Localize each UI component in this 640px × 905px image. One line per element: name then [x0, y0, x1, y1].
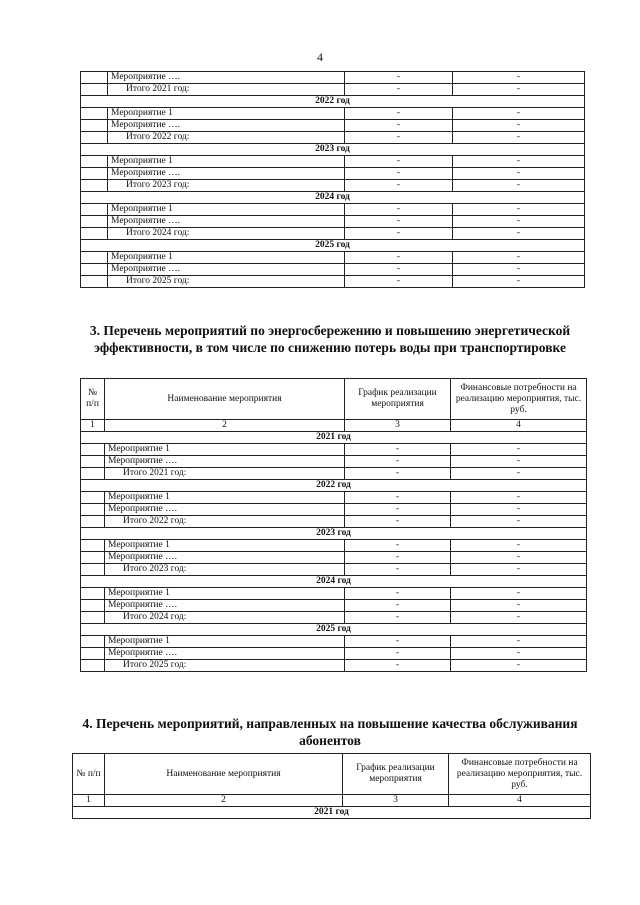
- measure-row: [81, 120, 585, 132]
- header-schedule: График реализации мероприятия: [345, 379, 451, 420]
- total-row: [81, 84, 585, 96]
- measure-name: Итого 2022 год:: [105, 516, 345, 528]
- year-row: [81, 432, 587, 444]
- schedule-cell: -: [345, 216, 453, 228]
- row-number-cell: [81, 180, 108, 192]
- year-label: 2021 год: [73, 807, 591, 819]
- schedule-cell: -: [345, 552, 451, 564]
- row-number-cell: [81, 492, 105, 504]
- measure-name: Итого 2023 год:: [108, 180, 345, 192]
- measure-name: Мероприятие ….: [108, 168, 345, 180]
- row-number-cell: [81, 468, 105, 480]
- finance-cell: -: [451, 636, 587, 648]
- schedule-cell: -: [345, 204, 453, 216]
- measure-name: Итого 2024 год:: [105, 612, 345, 624]
- measure-name: Мероприятие ….: [108, 264, 345, 276]
- measure-row: [81, 504, 587, 516]
- measure-name: Мероприятие ….: [108, 72, 345, 84]
- table-header-row: [81, 379, 587, 420]
- row-number-cell: [81, 504, 105, 516]
- col-number: 1: [73, 795, 105, 807]
- finance-cell: -: [453, 156, 585, 168]
- energy-saving-measures-table: [80, 378, 587, 672]
- schedule-cell: -: [345, 228, 453, 240]
- measure-name: Мероприятие 1: [105, 588, 345, 600]
- row-number-cell: [81, 276, 108, 288]
- schedule-cell: -: [345, 168, 453, 180]
- schedule-cell: -: [345, 468, 451, 480]
- measure-row: [81, 156, 585, 168]
- year-row: [81, 96, 585, 108]
- year-label: 2021 год: [81, 432, 587, 444]
- total-row: [81, 612, 587, 624]
- header-num: № п/п: [81, 379, 105, 420]
- row-number-cell: [81, 636, 105, 648]
- row-number-cell: [81, 216, 108, 228]
- row-number-cell: [81, 660, 105, 672]
- measure-row: [81, 648, 587, 660]
- table-header-row: [73, 754, 591, 795]
- row-number-cell: [81, 84, 108, 96]
- finance-cell: -: [453, 204, 585, 216]
- measure-name: Итого 2025 год:: [105, 660, 345, 672]
- row-number-cell: [81, 204, 108, 216]
- measure-row: [81, 636, 587, 648]
- year-label: 2024 год: [81, 192, 585, 204]
- row-number-cell: [81, 108, 108, 120]
- schedule-cell: -: [345, 444, 451, 456]
- schedule-cell: -: [345, 492, 451, 504]
- total-row: [81, 180, 585, 192]
- col-number: 2: [105, 795, 343, 807]
- year-label: 2022 год: [81, 96, 585, 108]
- finance-cell: -: [453, 276, 585, 288]
- year-row: [81, 576, 587, 588]
- row-number-cell: [81, 72, 108, 84]
- measure-name: Итого 2025 год:: [108, 276, 345, 288]
- finance-cell: -: [453, 132, 585, 144]
- schedule-cell: -: [345, 180, 453, 192]
- schedule-cell: -: [345, 72, 453, 84]
- total-row: [81, 564, 587, 576]
- measure-name: Мероприятие 1: [105, 540, 345, 552]
- measure-row: [81, 72, 585, 84]
- schedule-cell: -: [345, 252, 453, 264]
- row-number-cell: [81, 252, 108, 264]
- year-label: 2024 год: [81, 576, 587, 588]
- schedule-cell: -: [345, 612, 451, 624]
- measure-row: [81, 108, 585, 120]
- measure-row: [81, 600, 587, 612]
- measure-name: Мероприятие ….: [105, 600, 345, 612]
- measure-row: [81, 264, 585, 276]
- col-number: 1: [81, 420, 105, 432]
- measure-row: [81, 492, 587, 504]
- measure-row: [81, 588, 587, 600]
- row-number-cell: [81, 612, 105, 624]
- column-number-row: [73, 795, 591, 807]
- header-schedule: График реализации мероприятия: [343, 754, 449, 795]
- finance-cell: -: [451, 612, 587, 624]
- row-number-cell: [81, 564, 105, 576]
- finance-cell: -: [451, 564, 587, 576]
- measure-name: Мероприятие ….: [105, 504, 345, 516]
- finance-cell: -: [451, 600, 587, 612]
- header-num: № п/п: [73, 754, 105, 795]
- finance-cell: -: [451, 444, 587, 456]
- finance-cell: -: [453, 216, 585, 228]
- measure-name: Мероприятие 1: [108, 156, 345, 168]
- finance-cell: -: [451, 516, 587, 528]
- schedule-cell: -: [345, 120, 453, 132]
- measure-name: Мероприятие 1: [105, 636, 345, 648]
- total-row: [81, 276, 585, 288]
- finance-cell: -: [453, 252, 585, 264]
- year-label: 2025 год: [81, 624, 587, 636]
- header-finance: Финансовые потребности на реализацию мероприятия, тыс. руб.: [451, 379, 587, 420]
- customer-service-measures-table: [72, 753, 591, 819]
- schedule-cell: -: [345, 504, 451, 516]
- year-row: [81, 192, 585, 204]
- row-number-cell: [81, 444, 105, 456]
- row-number-cell: [81, 228, 108, 240]
- measure-row: [81, 204, 585, 216]
- schedule-cell: -: [345, 588, 451, 600]
- finance-cell: -: [453, 264, 585, 276]
- schedule-cell: -: [345, 84, 453, 96]
- measure-row: [81, 252, 585, 264]
- col-number: 2: [105, 420, 345, 432]
- total-row: [81, 228, 585, 240]
- page-number: 4: [317, 50, 323, 64]
- col-number: 3: [345, 420, 451, 432]
- measure-name: Итого 2024 год:: [108, 228, 345, 240]
- row-number-cell: [81, 516, 105, 528]
- schedule-cell: -: [345, 636, 451, 648]
- header-name: Наименование мероприятия: [105, 754, 343, 795]
- total-row: [81, 660, 587, 672]
- year-row: [81, 624, 587, 636]
- measure-name: Мероприятие ….: [108, 216, 345, 228]
- finance-cell: -: [453, 180, 585, 192]
- year-label: 2022 год: [81, 480, 587, 492]
- row-number-cell: [81, 132, 108, 144]
- finance-cell: -: [453, 168, 585, 180]
- year-row: [81, 528, 587, 540]
- row-number-cell: [81, 120, 108, 132]
- schedule-cell: -: [345, 132, 453, 144]
- finance-cell: -: [453, 228, 585, 240]
- section-3-heading: 3. Перечень мероприятий по энергосбережению и повышению энергетической эффективности, в том числе по снижению потерь воды при транспортировке: [89, 323, 571, 355]
- col-number: 4: [451, 420, 587, 432]
- finance-cell: -: [453, 84, 585, 96]
- finance-cell: -: [453, 120, 585, 132]
- measure-name: Мероприятие 1: [108, 252, 345, 264]
- total-row: [81, 516, 587, 528]
- row-number-cell: [81, 552, 105, 564]
- year-label: 2023 год: [81, 528, 587, 540]
- schedule-cell: -: [345, 564, 451, 576]
- row-number-cell: [81, 588, 105, 600]
- finance-cell: -: [453, 72, 585, 84]
- finance-cell: -: [451, 504, 587, 516]
- schedule-cell: -: [345, 276, 453, 288]
- measure-row: [81, 168, 585, 180]
- column-number-row: [81, 420, 587, 432]
- header-finance: Финансовые потребности на реализацию мероприятия, тыс. руб.: [449, 754, 591, 795]
- schedule-cell: -: [345, 648, 451, 660]
- schedule-cell: -: [345, 456, 451, 468]
- row-number-cell: [81, 456, 105, 468]
- year-label: 2025 год: [81, 240, 585, 252]
- measure-name: Мероприятие ….: [108, 120, 345, 132]
- finance-cell: -: [451, 540, 587, 552]
- finance-cell: -: [451, 468, 587, 480]
- schedule-cell: -: [345, 516, 451, 528]
- schedule-cell: -: [345, 600, 451, 612]
- finance-cell: -: [453, 108, 585, 120]
- measure-row: [81, 216, 585, 228]
- measure-name: Мероприятие ….: [105, 456, 345, 468]
- year-label: 2023 год: [81, 144, 585, 156]
- measure-name: Мероприятие 1: [105, 444, 345, 456]
- measure-name: Мероприятие 1: [108, 204, 345, 216]
- finance-cell: -: [451, 456, 587, 468]
- row-number-cell: [81, 264, 108, 276]
- row-number-cell: [81, 156, 108, 168]
- schedule-cell: -: [345, 264, 453, 276]
- measure-row: [81, 540, 587, 552]
- year-row: [73, 807, 591, 819]
- measure-name: Мероприятие ….: [105, 648, 345, 660]
- measure-name: Мероприятие 1: [108, 108, 345, 120]
- col-number: 3: [343, 795, 449, 807]
- col-number: 4: [449, 795, 591, 807]
- row-number-cell: [81, 600, 105, 612]
- row-number-cell: [81, 648, 105, 660]
- measure-name: Итого 2021 год:: [105, 468, 345, 480]
- section-4-heading: 4. Перечень мероприятий, направленных на повышение качества обслуживания абонентов: [82, 716, 578, 748]
- measure-row: [81, 552, 587, 564]
- year-row: [81, 144, 585, 156]
- measure-name: Мероприятие 1: [105, 492, 345, 504]
- schedule-cell: -: [345, 540, 451, 552]
- measure-name: Итого 2021 год:: [108, 84, 345, 96]
- continued-measures-table: [80, 71, 585, 288]
- finance-cell: -: [451, 648, 587, 660]
- finance-cell: -: [451, 660, 587, 672]
- schedule-cell: -: [345, 108, 453, 120]
- finance-cell: -: [451, 492, 587, 504]
- finance-cell: -: [451, 588, 587, 600]
- schedule-cell: -: [345, 156, 453, 168]
- header-name: Наименование мероприятия: [105, 379, 345, 420]
- year-row: [81, 480, 587, 492]
- measure-name: Итого 2022 год:: [108, 132, 345, 144]
- row-number-cell: [81, 540, 105, 552]
- row-number-cell: [81, 168, 108, 180]
- measure-row: [81, 456, 587, 468]
- finance-cell: -: [451, 552, 587, 564]
- total-row: [81, 132, 585, 144]
- measure-name: Мероприятие ….: [105, 552, 345, 564]
- measure-row: [81, 444, 587, 456]
- total-row: [81, 468, 587, 480]
- schedule-cell: -: [345, 660, 451, 672]
- year-row: [81, 240, 585, 252]
- measure-name: Итого 2023 год:: [105, 564, 345, 576]
